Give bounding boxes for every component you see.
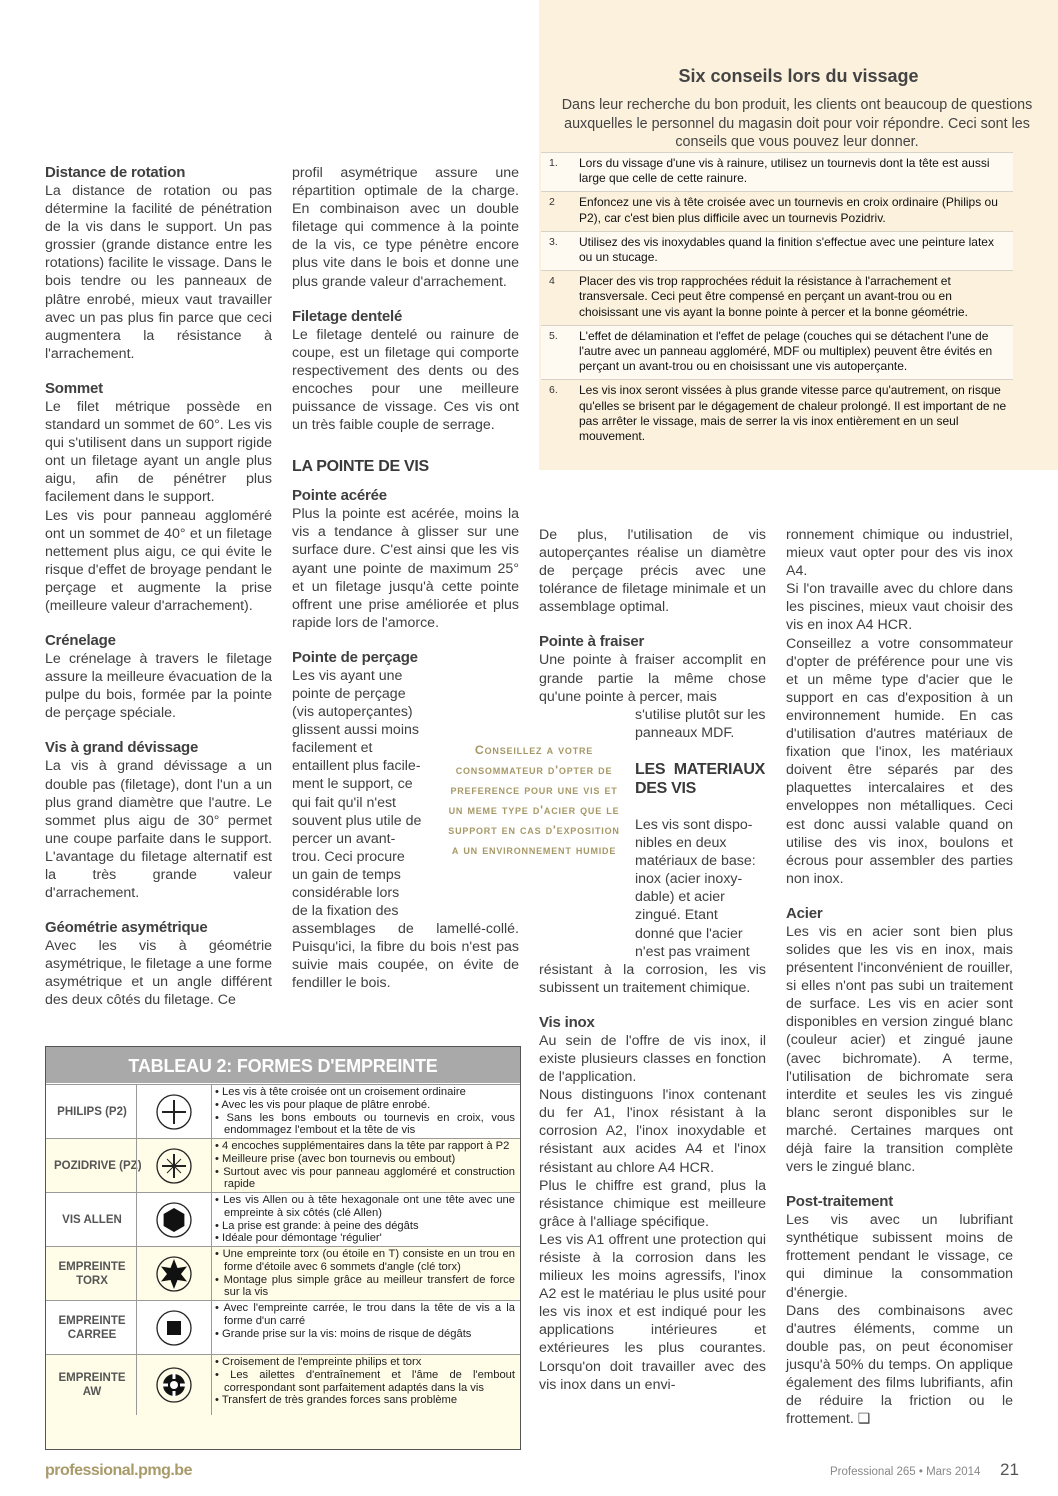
paragraph-inox-3: Plus le chiffre est grand, plus la résistance chimique est meilleure grâce à l'alliage spécifique. xyxy=(539,1177,766,1230)
heading-post-traitement: Post-traitement xyxy=(786,1193,894,1211)
row-description xyxy=(215,1140,515,1191)
table-row xyxy=(46,1084,520,1138)
paragraph-geometrie: Avec les vis à géométrie asymétrique, le filetage a une forme asymétrique et un angle différent des deux côtés du filetage. Ce xyxy=(45,938,272,1009)
table-row xyxy=(46,1300,520,1354)
paragraph-sommet-1: Le filet métrique possède en standard un sommet de 60°. Les vis qui s'utilisent dans un support rigide ont un filetage ayant un angle plus aigu, afin de pénétrer plus facilement dans le support. xyxy=(45,398,272,506)
paragraph-inox-4: Les vis A1 offrent une protection qui résiste à la corrosion dans les milieux les moins agressifs, l'inox A2 est le matériau le plus usité pour les vis inox et est indiqué pour les applications intérieures et extérieures les plus courantes. Lorsqu'on doit travailler avec des vis inox dans un envi- xyxy=(539,1231,766,1393)
paragraph-acier: Les vis en acier sont bien plus solides que les vis en inox, mais présentent l'inconvénient de rouiller, si elles n'ont pas subi un traitement de surface. Les vis en acier sont disponibles en version zingué blanc (couleur acier) et zingué jaune (avec bichromate). A terme, l'utilisation de bichromate sera interdite et seules les vis zingué blanc seront disponibles sur le marché. Certaines marques ont déjà faire la transition complète vers le zingué blanc. xyxy=(786,923,1013,1176)
column-2 xyxy=(292,164,519,993)
tip-row xyxy=(541,192,1013,231)
tip-number: 2 xyxy=(541,192,575,231)
tip-text: Placer des vis trop rapprochées réduit la résistance à l'arrachement et transversale. Ceci peut être compensé en perçant un avant-trou ou en choisissant une vis ayant la bonne pointe à percer et la bonne géométrie. xyxy=(575,271,1013,326)
percage-line: glissent aussi moins xyxy=(292,722,419,739)
table-title: TABLEAU 2: FORMES D'EMPREINTE xyxy=(46,1047,520,1083)
tips-intro: Dans leur recherche du bon produit, les clients ont beaucoup de questions auxquelles le personnel du magasin doit pour voir répondre. Ceci sont les conseils que vous pouvez leur donner. xyxy=(561,97,1033,151)
materiaux-line: donné que l'acier xyxy=(635,925,743,942)
paragraph-post-1: Les vis avec un lubrifiant synthétique subissent moins de frottement pendant le vissage, ce qui diminue la consommation d'énergie. xyxy=(786,1212,1013,1301)
paragraph-profil: profil asymétrique assure une répartition optimale de la charge. En combinaison avec un double filetage qui commence à la pointe de la vis, ce type pénètre encore plus vite dans le bois et donne une plus grande valeur d'arrachement. xyxy=(292,165,519,290)
table-row xyxy=(46,1354,520,1449)
column-4 xyxy=(786,526,1013,1428)
torx-star-icon xyxy=(136,1247,212,1300)
percage-line: ment le support, ce xyxy=(292,776,413,793)
table-row xyxy=(46,1192,520,1246)
bullet: • Avec les vis pour plaque de plâtre enrobé. xyxy=(215,1098,431,1111)
paragraph-fraiser-1: Une pointe à fraiser accomplit en grande partie la même chose qu'une pointe à percer, mais xyxy=(539,652,766,705)
row-description xyxy=(215,1356,515,1407)
tips-table xyxy=(541,152,1013,449)
bullet: • Grande prise sur la vis: moins de risque de dégâts xyxy=(215,1327,472,1340)
bullet: • Une empreinte torx (ou étoile en T) consiste en un trou en forme d'étoile avec 6 sommets d'angle (clé torx) xyxy=(215,1248,515,1273)
paragraph-inox-1: Au sein de l'offre de vis inox, il existe plusieurs classes en fonction de l'application. xyxy=(539,1032,766,1086)
tip-row xyxy=(541,325,1013,380)
bullet: • Idéale pour démontage 'régulier' xyxy=(215,1232,382,1245)
bullet: • Avec l'empreinte carrée, le trou dans la tête de vis a la forme d'un carré xyxy=(215,1302,515,1327)
tips-box xyxy=(539,0,1058,470)
bullet: • Les ailettes d'entraînement et l'âme de l'embout correspondant sont parfaitement adaptés dans la vis xyxy=(215,1368,515,1394)
percage-line: (vis autoperçantes) xyxy=(292,704,413,721)
pozidrive-cross-icon xyxy=(136,1139,212,1192)
column-3 xyxy=(539,526,766,1394)
materiaux-line: matériaux de base: xyxy=(635,853,756,870)
paragraph-devissage: La vis à grand dévissage a un double pas (filetage), dont l'un a un plus grand diamètre que l'autre. Le sommet plus aigu de 30° permet une coupe parfaite dans le support. L'avantage du filetage alternatif est la très grande valeur d'arrachement. xyxy=(45,758,272,902)
row-description xyxy=(215,1194,515,1245)
bullet: • Surtout avec vis pour panneau aggloméré et construction rapide xyxy=(215,1165,515,1191)
percage-line: trou. Ceci procure xyxy=(292,848,405,865)
footer-issue: Professional 265 • Mars 2014 xyxy=(830,1466,981,1478)
table-formes-empreinte xyxy=(45,1046,521,1450)
tip-number: 6. xyxy=(541,380,575,449)
materiaux-line: dable) et acier xyxy=(635,889,725,906)
bullet: • Croisement de l'empreinte philips et torx xyxy=(215,1356,422,1368)
tip-row xyxy=(541,231,1013,270)
percage-line: entaillent plus facile- xyxy=(292,758,421,775)
paragraph-fraiser-2: s'utilise plutôt sur les panneaux MDF. xyxy=(635,706,766,741)
paragraph-crenelage: Le crénelage à travers le filetage assure la meilleure évacuation de la pulpe du bois, formée par la pointe de perçage spéciale. xyxy=(45,651,272,722)
percage-line: Les vis ayant une xyxy=(292,667,403,684)
heading-percage: Pointe de perçage xyxy=(292,648,418,666)
tip-text: Enfoncez une vis à tête croisée avec un tournevis en croix ordinaire (Philips ou P2), car c'est bien plus difficile avec un tournevis Pozidriv. xyxy=(575,192,1013,231)
bullet: • 4 encoches supplémentaires dans la tête par rapport à P2 xyxy=(215,1140,510,1152)
bullet: • Sans les bons embouts ou tournevis en croix, vous endommagez l'embout et la tête de vis xyxy=(215,1111,515,1137)
paragraph-percage-wrap xyxy=(292,667,426,920)
bullet: • Transfert de très grandes forces sans problème xyxy=(215,1394,458,1407)
heading-devissage: Vis à grand dévissage xyxy=(45,739,199,757)
row-name: EMPREINTE CARREE xyxy=(58,1314,126,1341)
tip-text: L'effet de délamination et l'effet de pelage (couches qui se détachent l'une de l'autre avec un panneau aggloméré, MDF ou multiplex) peuvent être évités en perçant un avant-trou ou en choisissant une vis autoperçante. xyxy=(575,325,1013,380)
percage-line: facilement et xyxy=(292,740,373,757)
tip-text: Utilisez des vis inoxydables quand la finition s'effectue avec une peinture latex ou un stucage. xyxy=(575,231,1013,270)
row-name: PHILIPS (P2) xyxy=(57,1105,127,1118)
heading-geometrie: Géométrie asymétrique xyxy=(45,919,208,937)
table-row xyxy=(46,1138,520,1192)
tip-text: Les vis inox seront vissées à plus grande vitesse parce qu'autrement, on risque qu'elles se brisent par le dégagement de chaleur prolongé. Il est important de ne pas arrêter le vissage, mais de serrer la vis inox entièrement en un seul mouvement. xyxy=(575,380,1013,449)
bullet: • Les vis Allen ou à tête hexagonale ont une tête avec une empreinte à six côtés (clé Allen) xyxy=(215,1194,515,1219)
aw-socket-icon xyxy=(136,1355,212,1415)
row-description xyxy=(215,1302,515,1340)
paragraph-sommet-2: Les vis pour panneau aggloméré ont un sommet de 40° et un filetage nettement plus aigu, ce qui évite le risque d'effet de broyage pendant le perçage et augmente la prise (meilleure valeur d'arrachement). xyxy=(45,507,272,614)
row-name: EMPREINTE TORX xyxy=(58,1260,126,1287)
percage-line: qui fait qu'il n'est xyxy=(292,794,397,811)
paragraph-distance: La distance de rotation ou pas détermine la facilité de pénétration de la vis dans le support. Un pas grossier (grande distance entre les rotations) facilite le vissage. Dans le bois tendre ou les panneaux de plâtre enrobé, mieux vaut travailler avec un pas plus fin parce que ceci augmentera la résistance à l'arrachement. xyxy=(45,183,272,362)
tip-row xyxy=(541,380,1013,449)
row-name: EMPREINTE AW xyxy=(58,1372,126,1398)
row-name: VIS ALLEN xyxy=(62,1213,122,1226)
heading-aceree: Pointe acérée xyxy=(292,487,387,505)
heading-acier: Acier xyxy=(786,904,823,922)
paragraph-col4-1: ronnement chimique ou industriel, mieux vaut opter pour des vis inox A4. xyxy=(786,527,1013,580)
heading-crenelage: Crénelage xyxy=(45,632,116,650)
tip-row xyxy=(541,153,1013,192)
philips-cross-icon xyxy=(136,1085,212,1138)
heading-sommet: Sommet xyxy=(45,379,103,397)
paragraph-percage-end: assemblages de lamellé-collé. Puisqu'ici, la fibre du bois n'est pas suivie mais coupée, on évite de fendiller le bois. xyxy=(292,921,519,992)
paragraph-post-2 xyxy=(786,1302,1013,1429)
tip-text: Lors du vissage d'une vis à rainure, utilisez un tournevis dont la tête est aussi large que celle de cette rainure. xyxy=(575,153,1013,192)
row-name: POZIDRIVE (PZ) xyxy=(54,1159,142,1172)
paragraph-deplus: De plus, l'utilisation de vis autoperçantes réalise un diamètre de perçage précis avec une tolérance de filetage minimale et un assemblage optimal. xyxy=(539,527,766,616)
heading-inox: Vis inox xyxy=(539,1013,595,1031)
tip-number: 4 xyxy=(541,271,575,326)
tip-number: 3. xyxy=(541,231,575,270)
percage-line: pointe de perçage xyxy=(292,685,406,702)
tip-row xyxy=(541,271,1013,326)
page-number: 21 xyxy=(1000,1460,1019,1479)
percage-line: souvent plus utile de xyxy=(292,812,422,829)
materiaux-line: inox (acier inoxy- xyxy=(635,871,743,888)
pull-quote: Conseillez a votre consommateur d'opter de preference pour une vis et un meme type d'acier que le support en cas d'exposition a un environnement humide xyxy=(448,743,620,858)
paragraph-col4-2: Si l'on travaille avec du chlore dans les piscines, mieux vaut choisir des vis en inox A4 HCR. xyxy=(786,581,1013,634)
materiaux-line: nibles en deux xyxy=(635,835,727,852)
heading-dentele: Filetage dentelé xyxy=(292,307,403,325)
tips-title: Six conseils lors du vissage xyxy=(678,66,919,86)
paragraph-materiaux-end: résistant à la corrosion, les vis subissent un traitement chimique. xyxy=(539,961,766,996)
paragraph-inox-2: Nous distinguons l'inox contenant du fer A1, l'inox résistant à la corrosion A2, l'inox inoxydable et résistant aux acides A4 et l'inox résistant au chlore A4 HCR. xyxy=(539,1087,766,1176)
percage-line: considérable lors xyxy=(292,885,400,901)
column-1 xyxy=(45,164,272,1010)
paragraph-post-2-text: Dans des combinaisons avec d'autres éléments, comme un double pas, on peut économiser jusqu'à 50% du temps. On applique également des films lubrifiants, afin de réduire la friction ou le frottement. xyxy=(786,1302,1013,1428)
heading-distance: Distance de rotation xyxy=(45,164,186,181)
row-description xyxy=(215,1248,515,1299)
end-mark: ❑ xyxy=(857,1411,871,1428)
paragraph-dentele: Le filetage dentelé ou rainure de coupe, est un filetage qui comporte respectivement des dents ou des encoches pour une meilleure puissance de vissage. Ces vis ont un très faible couple de serrage. xyxy=(292,326,519,434)
percage-line: percer un avant- xyxy=(292,830,396,847)
tip-number: 5. xyxy=(541,325,575,380)
hexagon-socket-icon xyxy=(136,1193,212,1246)
materiaux-line: zingué. Etant xyxy=(635,907,718,924)
materiaux-line: Les vis sont dispo- xyxy=(635,816,753,833)
percage-line: un gain de temps xyxy=(292,866,401,883)
bullet: • Les vis à tête croisée ont un croisement ordinaire xyxy=(215,1086,466,1098)
row-description xyxy=(215,1086,515,1137)
paragraph-aceree: Plus la pointe est acérée, moins la vis a tendance à glisser sur une surface dure. C'est ainsi que les vis ayant une pointe de maximum 25° et un filetage jusqu'à cette pointe offrent une prise améliorée et plus rapide lors de l'amorce. xyxy=(292,506,519,631)
bullet: • La prise est grande: à peine des dégâts xyxy=(215,1219,419,1232)
table-row xyxy=(46,1246,520,1300)
footer-url[interactable]: professional.pmg.be xyxy=(45,1462,192,1479)
heading-fraiser: Pointe à fraiser xyxy=(539,633,645,651)
heading-pointe-de-vis: LA POINTE DE VIS xyxy=(292,458,429,476)
bullet: • Montage plus simple grâce au meilleur transfert de force sur la vis xyxy=(215,1273,515,1299)
percage-line: de la fixation des xyxy=(292,903,399,920)
square-socket-icon xyxy=(136,1301,212,1354)
paragraph-materiaux-wrap xyxy=(635,816,766,961)
bullet: • Meilleure prise (avec bon tournevis ou embout) xyxy=(215,1152,456,1165)
paragraph-col4-3: Conseillez a votre consommateur d'opter de préférence pour une vis et un même type d'acier que le support en cas d'exposition à un environnement humide. En cas d'utilisation d'autres matériaux de fixation que l'inox, les matériaux doivent être séparés par des plaquettes intercalaires et des enveloppes non métalliques. Ceci est donc aussi valable quand on utilise des vis inox, boulons et écrous pour assembler des parties non inox. xyxy=(786,635,1013,887)
tip-number: 1. xyxy=(541,153,575,192)
heading-materiaux: LES MATERIAUX DES VIS xyxy=(635,760,765,797)
materiaux-line: n'est pas vraiment xyxy=(635,943,750,960)
